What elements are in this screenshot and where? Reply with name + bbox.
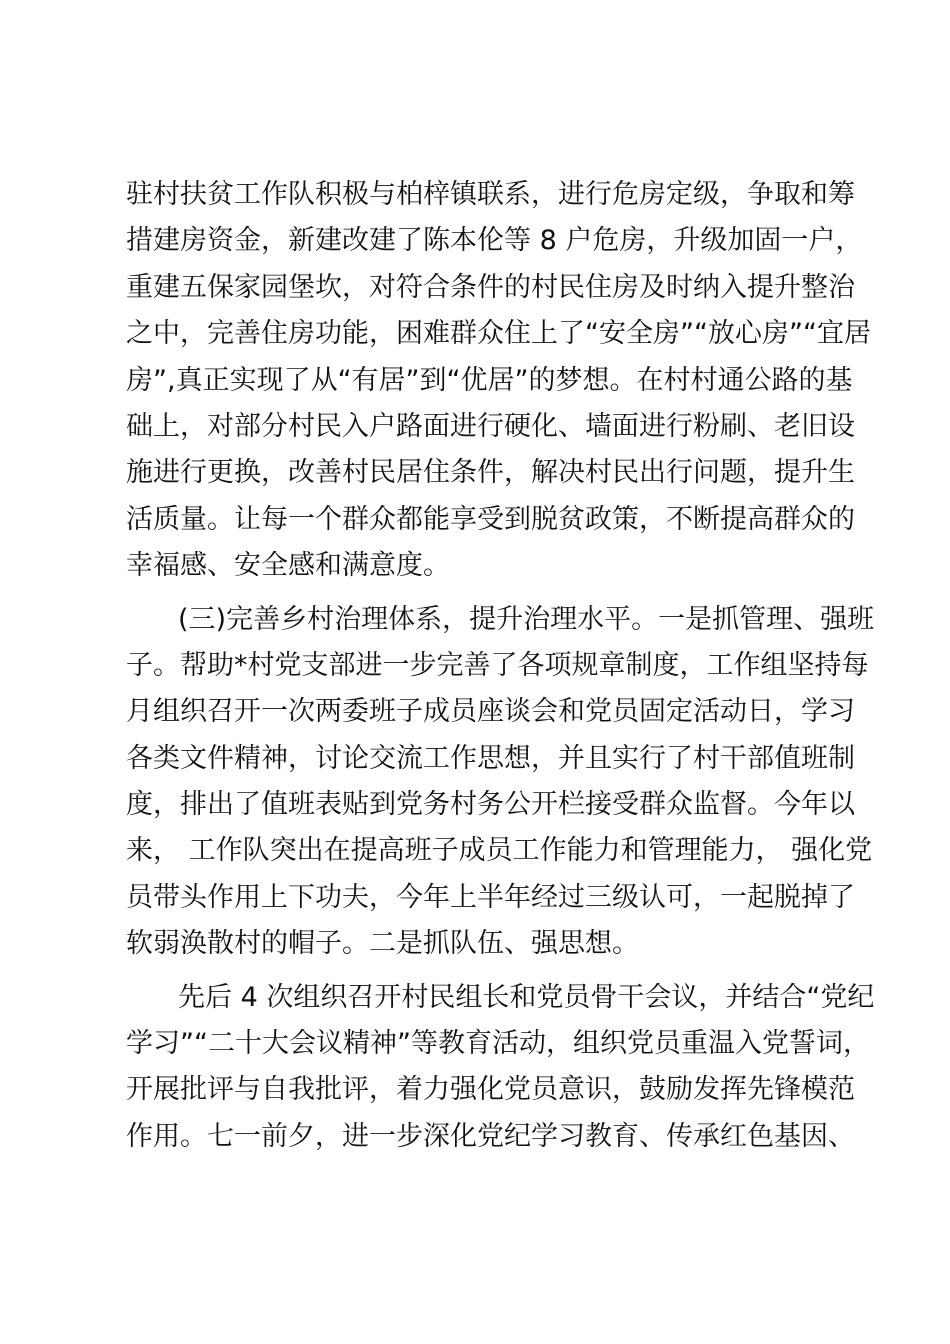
- text-line: 学习”“二十大会议精神”等教育活动，组织党员重温入党誓词，: [126, 1028, 870, 1060]
- text-line: 月组织召开一次两委班子成员座谈会和党员固定活动日，学习: [126, 696, 855, 728]
- text-line: 来， 工作队突出在提高班子成员工作能力和管理能力， 强化党: [126, 835, 873, 867]
- text-line: 度，排出了值班表贴到党务村务公开栏接受群众监督。今年以: [126, 789, 855, 821]
- document-body: [126, 172, 875, 1160]
- text-line: 员带头作用上下功夫，今年上半年经过三级认可，一起脱掉了: [126, 881, 855, 913]
- text-line: 施进行更换，改善村民居住条件，解决村民出行问题，提升生: [126, 457, 855, 489]
- text-line: 重建五保家园堡坎，对符合条件的村民住房及时纳入提升整治: [126, 271, 855, 303]
- text-line: 子。帮助*村党支部进一步完善了各项规章制度，工作组坚持每: [126, 649, 869, 681]
- text-line: 活质量。让每一个群众都能享受到脱贫政策，不断提高群众的: [126, 503, 855, 535]
- text-line: 之中，完善住房功能，困难群众住上了“安全房”“放心房”“宜居: [126, 318, 871, 350]
- text-line: 作用。七一前夕，进一步深化党纪学习教育、传承红色基因、: [126, 1120, 855, 1152]
- text-line: 础上，对部分村民入户路面进行硬化、墙面进行粉刷、老旧设: [126, 410, 855, 442]
- text-line: 软弱涣散村的帽子。二是抓队伍、强思想。: [126, 928, 639, 960]
- text-line: 驻村扶贫工作队积极与柏梓镇联系，进行危房定级，争取和筹: [126, 179, 855, 210]
- paragraph-start-line: 先后 4 次组织召开村民组长和党员骨干会议，并结合“党纪: [178, 981, 875, 1013]
- section-heading-line: (三)完善乡村治理体系，提升治理水平。一是抓管理、强班: [178, 603, 875, 635]
- text-line: 措建房资金，新建改建了陈本伦等 8 户危房，升级加固一户，: [126, 225, 863, 257]
- text-line: 开展批评与自我批评，着力强化党员意识，鼓励发挥先锋模范: [126, 1074, 855, 1106]
- text-line: 房”,真正实现了从“有居”到“优居”的梦想。在村村通公路的基: [126, 364, 853, 396]
- text-line: 幸福感、安全感和满意度。: [126, 550, 450, 582]
- text-line: 各类文件精神，讨论交流工作思想，并且实行了村干部值班制: [126, 742, 855, 774]
